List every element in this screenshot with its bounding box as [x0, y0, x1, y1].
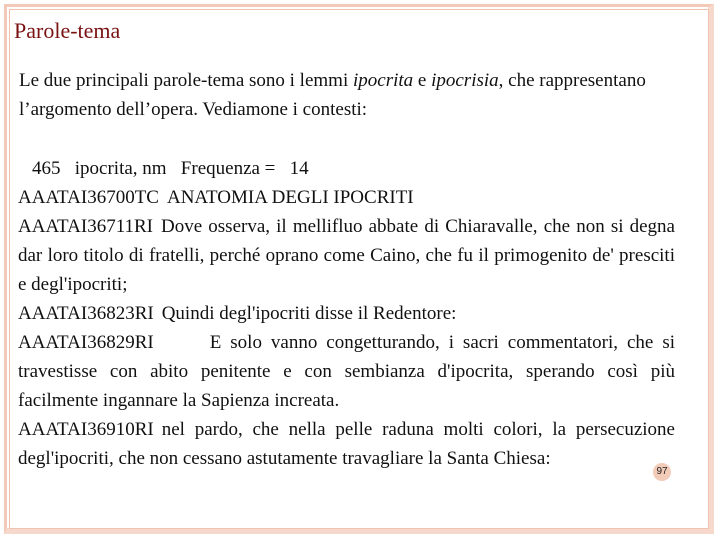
intro-paragraph — [19, 66, 679, 124]
context-code: AAATAI36823RI — [18, 303, 154, 324]
intro-text-before: Le due principali parole-tema sono i lemmi — [19, 70, 353, 91]
context-code: AAATAI36700TC — [18, 187, 159, 208]
context-entry — [18, 299, 675, 328]
context-entry — [18, 328, 675, 415]
lemma-header: 465 ipocrita, nm Frequenza = 14 — [32, 158, 309, 179]
page-number-badge: 97 — [653, 463, 671, 481]
context-code: AAATAI36829RI — [18, 332, 154, 353]
context-text: Quindi degl'ipocriti disse il Redentore: — [161, 303, 457, 324]
intro-term-ipocrita: ipocrita — [352, 70, 414, 91]
context-text: E solo vanno congetturando, i sacri commentatori, che si travestisse con abito penitente e con sembianza d'ipocrita, sperando così più facilmente ingannare la Sapienza increata. — [18, 332, 675, 411]
context-entry — [18, 415, 675, 473]
context-code: AAATAI36910RI — [18, 419, 154, 440]
context-text: Dove osserva, il mellifluo abbate di Chiaravalle, che non si degna dar loro titolo di fratelli, perché oprano come Caino, che fu il primogenito de' presciti e degl'ipocriti; — [18, 216, 675, 295]
context-text: ANATOMIA DEGLI IPOCRITI — [166, 187, 414, 208]
intro-text-middle: e — [413, 70, 432, 91]
slide-title: Parole-tema — [14, 18, 121, 43]
intro-text-after: , che rappresentano l’argomento dell’opera. Vediamone i contesti: — [19, 70, 646, 120]
context-entry — [18, 212, 675, 299]
context-code: AAATAI36711RI — [18, 216, 153, 237]
intro-term-ipocrisia: ipocrisia — [431, 70, 499, 91]
context-text: nel pardo, che nella pelle raduna molti colori, la persecuzione degl'ipocriti, che non cessano astutamente travagliare la Santa Chiesa: — [18, 419, 675, 469]
context-entry — [18, 183, 675, 212]
concordance-block — [18, 154, 675, 473]
